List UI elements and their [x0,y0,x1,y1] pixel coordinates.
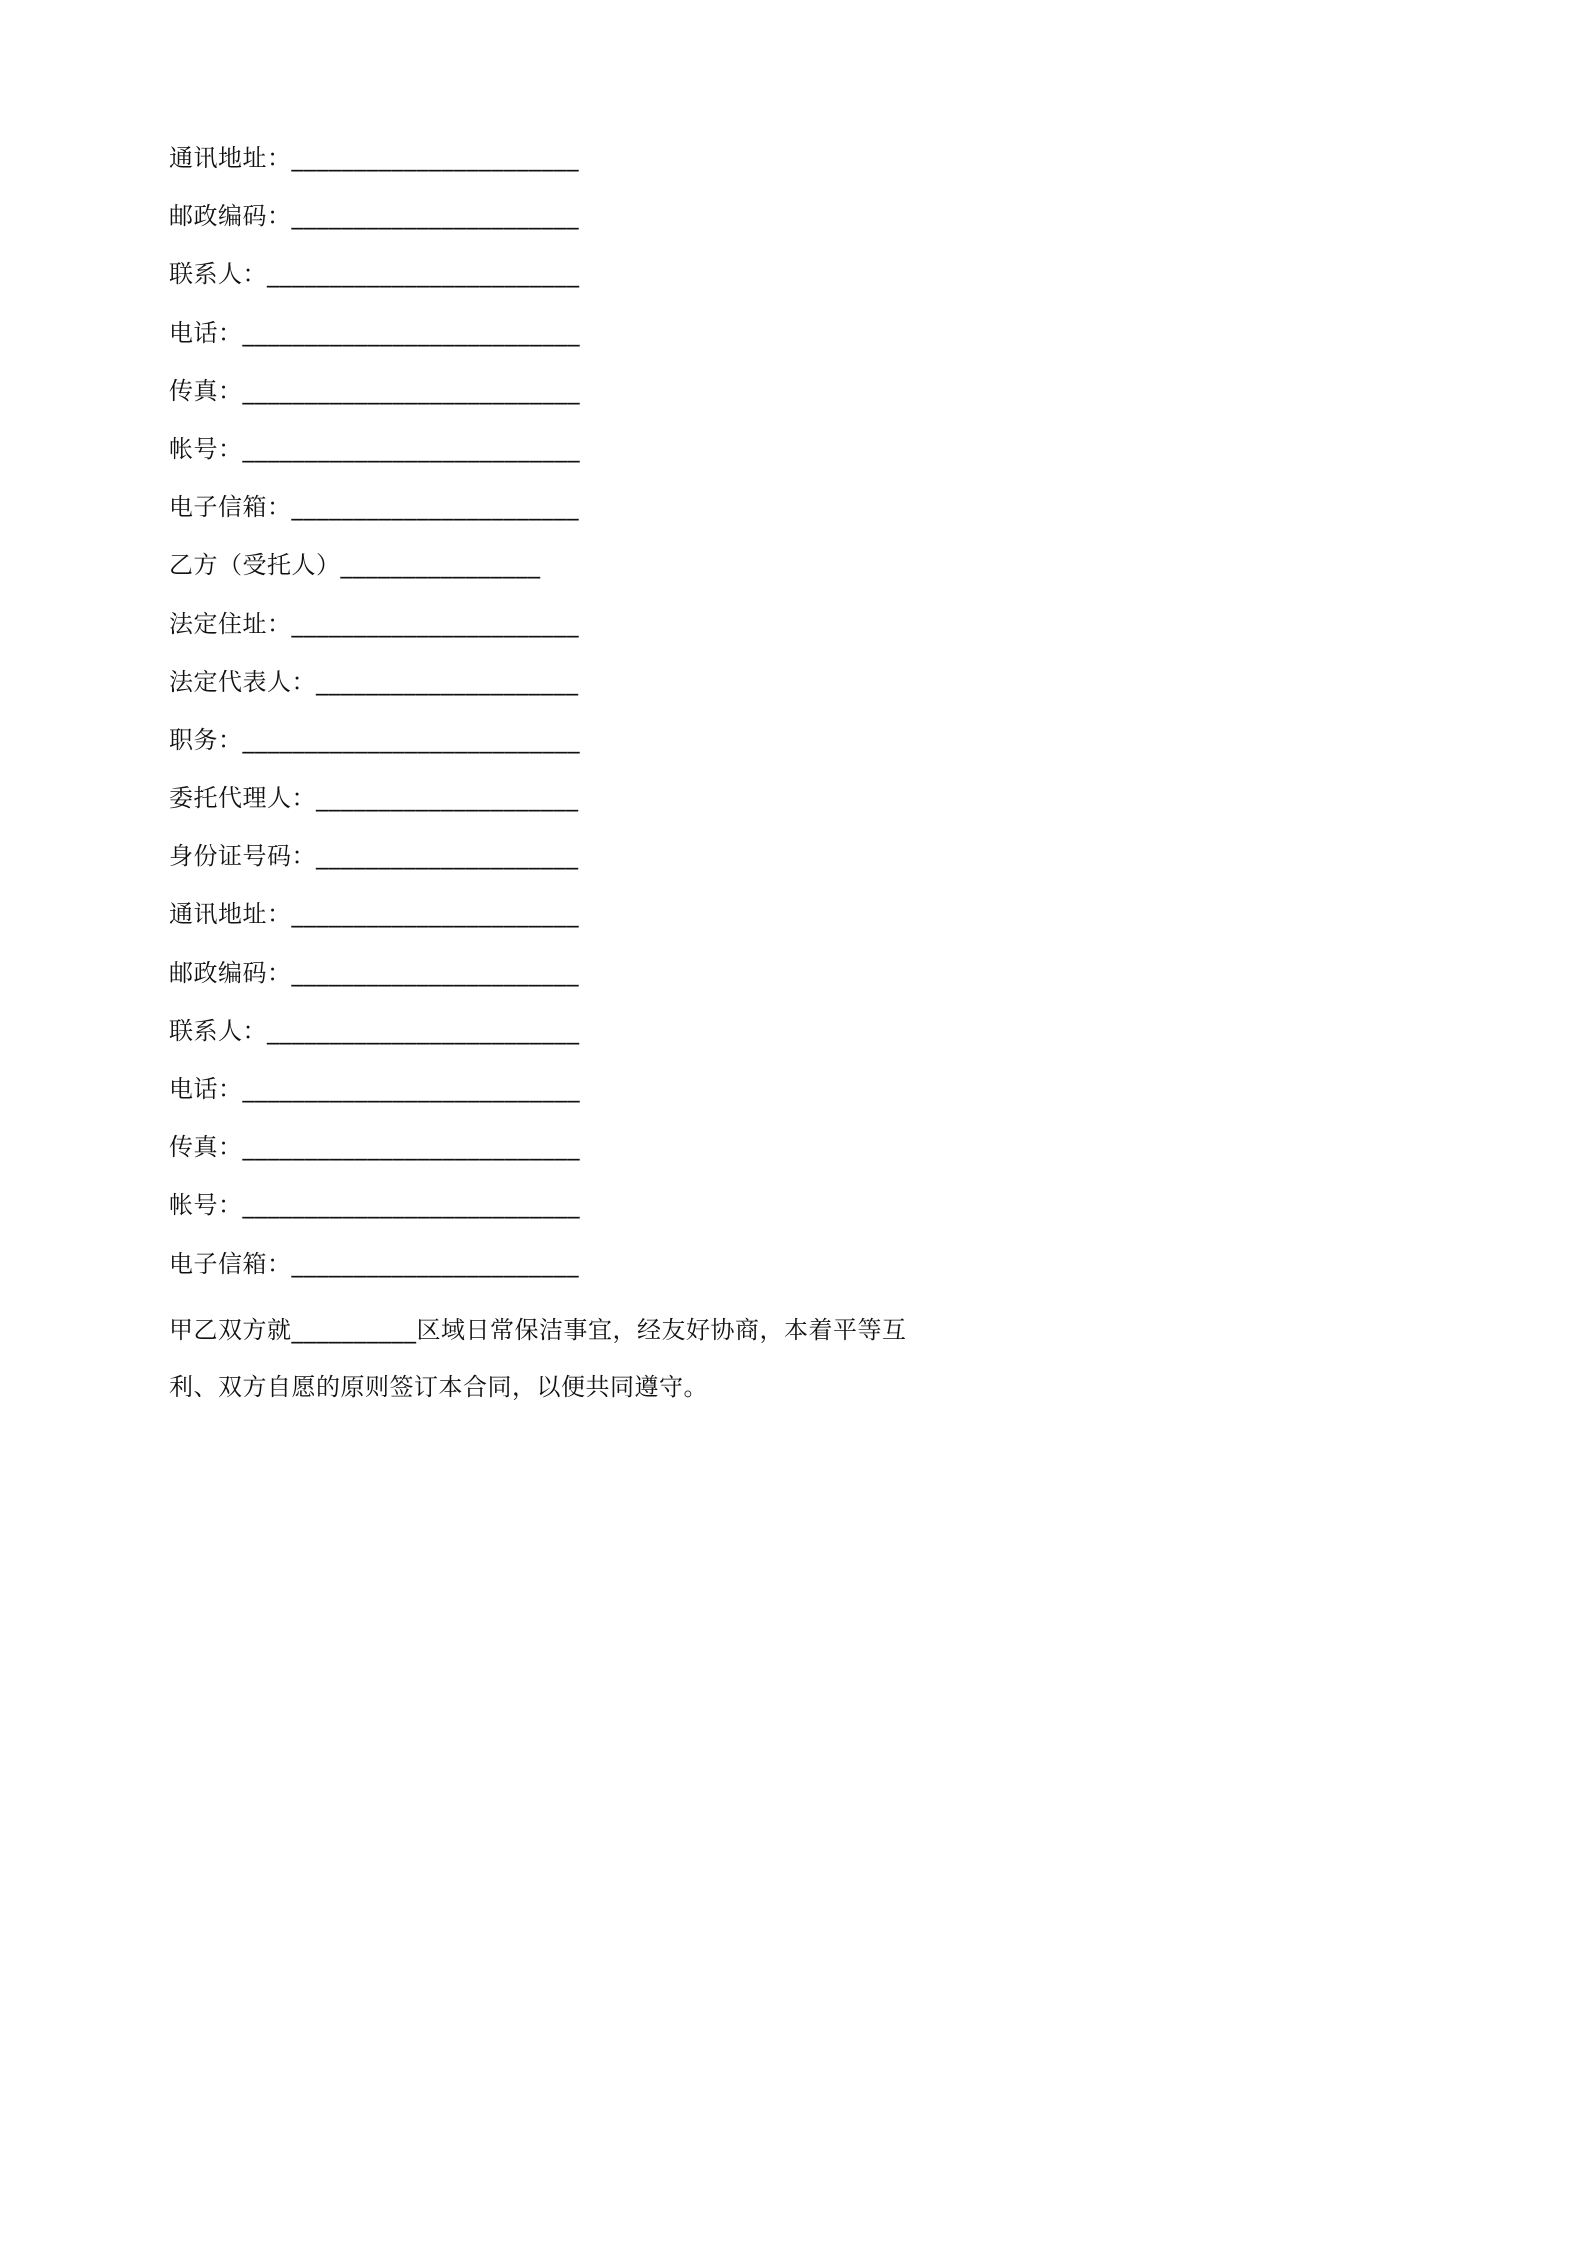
party-b-phone-field: 电话：___________________________ [169,1075,580,1103]
party-b-legal-rep-field: 法定代表人：_____________________ [169,667,579,696]
party-b-heading: 乙方（受托人）________________ [169,551,541,580]
party-b-legal-address-field: 法定住址：_______________________ [169,609,579,638]
party-b-postcode-field: 邮政编码：_______________________ [169,958,579,987]
agreement-paragraph [169,1302,959,1416]
party-b-id-number-field: 身份证号码：_____________________ [169,842,579,871]
party-a-contact-field: 联系人：_________________________ [169,260,580,289]
party-b-email-field: 电子信箱：_______________________ [169,1249,579,1278]
party-b-position-field: 职务：___________________________ [169,725,580,754]
party-b-account-field: 帐号：___________________________ [169,1191,580,1220]
party-info-form [169,138,969,1302]
party-b-fax-field: 传真：___________________________ [169,1133,580,1162]
party-b-agent-field: 委托代理人：_____________________ [169,784,579,813]
agreement-line-2: 利、双方自愿的原则签订本合同，以便共同遵守。 [169,1373,708,1401]
party-a-fax-field: 传真：___________________________ [169,376,580,405]
party-a-phone-field: 电话：___________________________ [169,318,580,347]
agreement-line-1: 甲乙双方就__________区域日常保洁事宜，经友好协商，本着平等互 [169,1316,907,1344]
party-b-address-field: 通讯地址：_______________________ [169,900,579,929]
party-b-contact-field: 联系人：_________________________ [169,1016,580,1045]
document-page [0,0,1102,1559]
party-a-account-field: 帐号：___________________________ [169,434,580,463]
party-a-address-field: 通讯地址：_______________________ [169,144,579,172]
party-a-email-field: 电子信箱：_______________________ [169,493,579,522]
party-a-postcode-field: 邮政编码：_______________________ [169,202,579,231]
